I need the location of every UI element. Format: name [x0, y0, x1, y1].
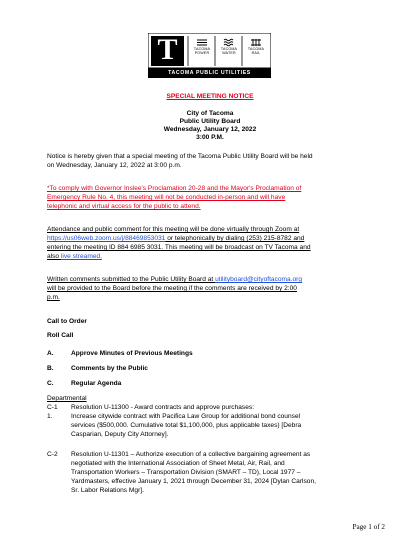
agenda-item-b-letter: B. [47, 365, 54, 372]
power-icon [196, 38, 208, 47]
c1-sub-line-3: Casparian, Deputy City Attorney]. [71, 431, 169, 438]
written-line-2: will be provided to the Board before the meeting if the comments are received by 2:00 [47, 285, 297, 292]
proclamation-line-3: telephonic and virtual access for the public to attend. [47, 203, 201, 210]
c2-line-1: Resolution U-11301 – Authorize execution of a collective bargaining agreement as [71, 451, 311, 458]
written-line-1 [47, 276, 302, 284]
logo-bar: TACOMA PUBLIC UTILITIES [148, 68, 271, 78]
c2-code: C-2 [47, 451, 58, 458]
live-stream-link[interactable]: live streamed. [60, 253, 102, 260]
written-text: Written comments submitted to the Public Utility Board at [47, 276, 216, 283]
call-to-order: Call to Order [47, 318, 87, 325]
header-time: 3:00 P.M. [196, 134, 224, 141]
proclamation-line-1: *To comply with Governor Inslee's Proclamation 20-28 and the Mayor's Proclamation of [47, 185, 302, 192]
water-icon [223, 38, 235, 47]
logo-letter: T [157, 33, 178, 66]
c2-line-5: Sr. Labor Relations Mgr]. [71, 487, 144, 494]
logo-rail: TACOMA RAIL [243, 36, 269, 66]
header-city: City of Tacoma [186, 110, 234, 117]
zoom-link[interactable]: https://us06web.zoom.us/j/88469853031 [47, 235, 166, 242]
agenda-item-c-letter: C. [47, 380, 54, 387]
logo-divisions [188, 36, 270, 66]
agenda-item-c-label: Regular Agenda [71, 380, 122, 387]
intro-line-2: on Wednesday, January 12, 2022 at 3:00 p.m. [47, 162, 182, 169]
departmental-heading: Departmental [47, 395, 87, 402]
c1-sub-number: 1. [47, 413, 53, 420]
attendance-phone-text: or telephonically by dialing (253) 215-8782 and [165, 235, 305, 242]
attendance-line-1: Attendance and public comment for this meeting will be done virtually through Zoom at [47, 226, 300, 233]
header-board: Public Utility Board [179, 118, 241, 125]
header-date: Wednesday, January 12, 2022 [163, 126, 257, 133]
proclamation-line-2: Emergency Rule No. 4, this meeting will not be conducted in-person and will have [47, 194, 286, 201]
c2-line-3: Transportation Workers – Transportation Division (SMART – TD), Local 1977 – [71, 469, 301, 476]
attendance-also: also [47, 253, 61, 260]
logo-power: TACOMA POWER [189, 36, 215, 66]
agenda-item-a-letter: A. [47, 350, 54, 357]
page-number: Page 1 of 2 [352, 523, 385, 531]
c1-sub-line-1: Increase citywide contract with Pacifica Law Group for additional bond counsel [71, 413, 301, 420]
intro-line-1: Notice is hereby given that a special meeting of the Tacoma Public Utility Board will be held [47, 153, 313, 160]
agenda-item-b-label: Comments by the Public [71, 365, 148, 372]
notice-title: SPECIAL MEETING NOTICE [166, 93, 254, 100]
c1-sub-line-2: services ($500,000. Cumulative total $1,100,000, plus applicable taxes) [Debra [71, 422, 302, 429]
attendance-line-2 [47, 235, 304, 243]
c1-code: C-1 [47, 404, 58, 411]
roll-call: Roll Call [47, 332, 74, 339]
c2-line-4: Yardmasters, effective January 1, 2021 through December 31, 2024 [Dylan Carlson, [71, 478, 316, 485]
rail-icon [250, 38, 262, 47]
written-line-3: p.m. [47, 294, 60, 301]
c1-title: Resolution U-11300 - Award contracts and approve purchases: [71, 404, 255, 411]
agenda-item-a-label: Approve Minutes of Previous Meetings [71, 350, 193, 357]
email-link[interactable]: utilityboard@cityoftacoma.org [215, 276, 303, 283]
c2-line-2: negotiated with the International Association of Sheet Metal, Air, Rail, and [71, 460, 285, 467]
attendance-line-3: entering the meeting ID 884 6985 3031. This meeting will be broadcast on TV Tacoma and [47, 244, 311, 251]
logo-water: TACOMA WATER [216, 36, 242, 66]
attendance-line-4 [47, 253, 102, 261]
